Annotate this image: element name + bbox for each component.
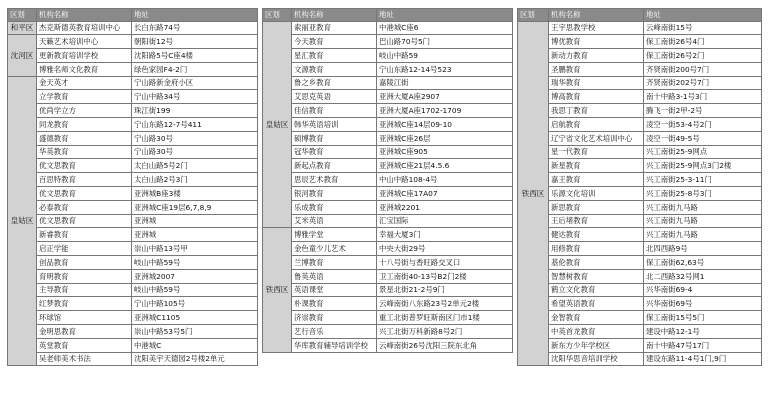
- district-cell: 和平区: [8, 21, 37, 35]
- address-cell: 亚洲城: [132, 228, 258, 242]
- name-cell: 健达教育: [549, 228, 644, 242]
- address-cell: 亚洲城: [132, 214, 258, 228]
- address-cell: 中港城C: [132, 338, 258, 352]
- header-row: [518, 9, 762, 22]
- address-cell: 兴工北街万科新路8号2门: [377, 325, 513, 339]
- name-cell: 立学教育: [37, 90, 132, 104]
- table-row: [8, 228, 258, 242]
- name-cell: 博雅名师文化教育: [37, 62, 132, 76]
- address-cell: 崇山中路13号甲: [132, 242, 258, 256]
- table-row: [518, 62, 762, 76]
- address-cell: 中山中路108-4号: [377, 173, 513, 187]
- name-cell: 艾米英语: [292, 214, 377, 228]
- table-row: [518, 131, 762, 145]
- table-row: [518, 283, 762, 297]
- address-cell: 中央大街29号: [377, 242, 513, 256]
- table-row: [8, 159, 258, 173]
- address-cell: 沈阳美宇天德园2号楼2单元: [132, 352, 258, 366]
- table-row: [263, 187, 513, 201]
- name-header: 机构名称: [37, 9, 132, 22]
- name-cell: 乐源文化培训: [549, 187, 644, 201]
- name-cell: 王后堵教育: [549, 214, 644, 228]
- name-cell: 文源教育: [292, 62, 377, 76]
- table-row: [518, 338, 762, 352]
- address-cell: 嘉陵江街: [377, 76, 513, 90]
- address-cell: 亚洲大厦A座2907: [377, 90, 513, 104]
- table-row: [8, 311, 258, 325]
- name-cell: 新睿教育: [37, 228, 132, 242]
- address-cell: 凌空一街53-4号2门: [644, 118, 762, 132]
- table-row: [263, 90, 513, 104]
- address-cell: 亚洲城C座26层: [377, 131, 513, 145]
- address-cell: 亚洲城2201: [377, 200, 513, 214]
- table-row: [518, 297, 762, 311]
- table-row: [518, 173, 762, 187]
- address-cell: 宁山路30号: [132, 145, 258, 159]
- name-cell: 基伦教育: [549, 256, 644, 270]
- table-row: [8, 200, 258, 214]
- table-row: [518, 90, 762, 104]
- name-cell: 用修教育: [549, 242, 644, 256]
- table-row: [263, 159, 513, 173]
- table-row: [263, 145, 513, 159]
- name-cell: 今天教育: [292, 35, 377, 49]
- name-cell: 主导教育: [37, 283, 132, 297]
- table-row: [518, 214, 762, 228]
- table-row: [8, 242, 258, 256]
- name-cell: 华英教育: [37, 145, 132, 159]
- header-row: [263, 9, 513, 22]
- address-cell: 北二西路32号网1: [644, 269, 762, 283]
- district-cell: 皇姑区: [263, 21, 292, 228]
- table-row: [518, 35, 762, 49]
- table-row: [8, 76, 258, 90]
- address-cell: 景星北街21-2号9门: [377, 283, 513, 297]
- table-row: [263, 76, 513, 90]
- name-cell: 思辰艺术教育: [292, 173, 377, 187]
- name-cell: 育明教育: [37, 269, 132, 283]
- name-cell: 冠华教育: [292, 145, 377, 159]
- district-cell: 铁西区: [518, 21, 549, 366]
- table-row: [8, 118, 258, 132]
- address-cell: 亚洲城2007: [132, 269, 258, 283]
- address-cell: 云峰南街八东路23号2单元2楼: [377, 297, 513, 311]
- address-cell: 兴工南街25-9网点: [644, 145, 762, 159]
- name-cell: 新星教育: [549, 159, 644, 173]
- institution-table-2: [262, 8, 513, 353]
- address-cell: 兴工南街九马路: [644, 214, 762, 228]
- name-cell: 辽宁省文化艺术培训中心: [549, 131, 644, 145]
- name-cell: 星汇教育: [292, 49, 377, 63]
- name-cell: 博雅学堂: [292, 228, 377, 242]
- address-cell: 兴工南街25-8号3门: [644, 187, 762, 201]
- name-cell: 沈阳华思音培训学校: [549, 352, 644, 366]
- table-row: [8, 283, 258, 297]
- name-cell: 优文思教育: [37, 214, 132, 228]
- name-cell: 杰克斯德英教育培训中心: [37, 21, 132, 35]
- address-cell: 亚洲城C座19层6,7,8,9: [132, 200, 258, 214]
- table-row: [263, 228, 513, 242]
- name-cell: 智慧树教育: [549, 269, 644, 283]
- address-cell: 云峰南街26号沈阳三院东北角: [377, 338, 513, 352]
- table-row: [8, 352, 258, 366]
- address-cell: 十八号街与香旺路交叉口: [377, 256, 513, 270]
- table-row: [8, 173, 258, 187]
- address-cell: 齐贤南街202号7门: [644, 76, 762, 90]
- table-row: [8, 325, 258, 339]
- table-row: [263, 62, 513, 76]
- address-cell: 太白山路2号3门: [132, 173, 258, 187]
- table-row: [263, 104, 513, 118]
- address-cell: 长白东路74号: [132, 21, 258, 35]
- name-cell: 新起点教育: [292, 159, 377, 173]
- name-cell: 优文思教育: [37, 159, 132, 173]
- name-cell: 英堂教育: [37, 338, 132, 352]
- name-cell: 瑞华教育: [549, 76, 644, 90]
- name-cell: 启航教育: [549, 118, 644, 132]
- address-cell: 朝阳街12号: [132, 35, 258, 49]
- address-cell: 北四西路9号: [644, 242, 762, 256]
- name-cell: 优文思教育: [37, 187, 132, 201]
- table-row: [263, 283, 513, 297]
- table-row: [263, 311, 513, 325]
- institution-table-3: [517, 8, 762, 366]
- address-cell: 建设东路11-4号1门,9门: [644, 352, 762, 366]
- district-cell: 铁西区: [263, 228, 292, 352]
- name-cell: 新动力教育: [549, 49, 644, 63]
- table-row: [518, 352, 762, 366]
- table-row: [518, 76, 762, 90]
- table-row: [263, 269, 513, 283]
- name-header: 机构名称: [292, 9, 377, 22]
- name-cell: 天籁艺术培训中心: [37, 35, 132, 49]
- table-row: [263, 214, 513, 228]
- address-cell: 兴工南街25-9网点3门2楼: [644, 159, 762, 173]
- address-cell: 亚洲城C座14层09-10: [377, 118, 513, 132]
- address-cell: 宁山中路34号: [132, 90, 258, 104]
- address-cell: 齐贤南街200号7门: [644, 62, 762, 76]
- address-cell: 保工南街26号4门: [644, 35, 762, 49]
- address-cell: 亚洲城C座17A07: [377, 187, 513, 201]
- name-cell: 嘉王教育: [549, 173, 644, 187]
- address-cell: 南十中路47号17门: [644, 338, 762, 352]
- address-cell: 兴工南街九马路: [644, 200, 762, 214]
- address-cell: 腾飞一街2甲-2号: [644, 104, 762, 118]
- table-row: [518, 159, 762, 173]
- name-cell: 硕博教育: [292, 131, 377, 145]
- name-cell: 韩华英语培训: [292, 118, 377, 132]
- name-cell: 新东方少年学校区: [549, 338, 644, 352]
- name-cell: 星一代教育: [549, 145, 644, 159]
- name-cell: 博高教育: [549, 90, 644, 104]
- name-cell: 圣鹏教育: [549, 62, 644, 76]
- name-cell: 鲁之乡教育: [292, 76, 377, 90]
- district-header: 区划: [8, 9, 37, 22]
- table-row: [518, 49, 762, 63]
- address-cell: 亚洲城C1105: [132, 311, 258, 325]
- address-cell: 宁山中路105号: [132, 297, 258, 311]
- name-cell: 佳信教育: [292, 104, 377, 118]
- address-cell: 崇山中路53号5门: [132, 325, 258, 339]
- name-cell: 吴老师美术书法: [37, 352, 132, 366]
- name-cell: 中英首龙教育: [549, 325, 644, 339]
- address-cell: 宁山路30号: [132, 131, 258, 145]
- name-cell: 环球馆: [37, 311, 132, 325]
- name-cell: 索丽亚教育: [292, 21, 377, 35]
- table-row: [263, 118, 513, 132]
- address-cell: 亚洲城B座3楼: [132, 187, 258, 201]
- table-row: [8, 62, 258, 76]
- address-cell: 兴工南街九马路: [644, 228, 762, 242]
- table-row: [8, 21, 258, 35]
- address-cell: 凌空一街49-5号: [644, 131, 762, 145]
- name-cell: 金色童少儿艺术: [292, 242, 377, 256]
- table-row: [518, 187, 762, 201]
- district-header: 区划: [518, 9, 549, 22]
- name-cell: 银河教育: [292, 187, 377, 201]
- name-cell: 新思教育: [549, 200, 644, 214]
- name-cell: 盛德教育: [37, 131, 132, 145]
- district-header: 区划: [263, 9, 292, 22]
- name-cell: 我思丁教育: [549, 104, 644, 118]
- table-row: [263, 35, 513, 49]
- table-row: [8, 35, 258, 49]
- address-cell: 汇宝国际: [377, 214, 513, 228]
- name-cell: 鲁英英语: [292, 269, 377, 283]
- name-cell: 兰博教育: [292, 256, 377, 270]
- address-header: 地址: [377, 9, 513, 22]
- table-row: [518, 200, 762, 214]
- table-row: [518, 228, 762, 242]
- address-cell: 亚洲城C座905: [377, 145, 513, 159]
- table-row: [263, 256, 513, 270]
- address-cell: 岐山中路59号: [132, 256, 258, 270]
- address-cell: 卫工南街40-13号B2门2楼: [377, 269, 513, 283]
- table-row: [263, 173, 513, 187]
- table-row: [8, 269, 258, 283]
- name-cell: 必泰教育: [37, 200, 132, 214]
- address-cell: 云峰南街15号: [644, 21, 762, 35]
- address-cell: 兴工南街25-3-11门: [644, 173, 762, 187]
- address-cell: 岐山中路59号: [132, 283, 258, 297]
- district-cell: 沈河区: [8, 35, 37, 76]
- table-row: [8, 297, 258, 311]
- name-cell: 红梦教育: [37, 297, 132, 311]
- address-header: 地址: [644, 9, 762, 22]
- address-cell: 太白山路5号2门: [132, 159, 258, 173]
- table-row: [8, 131, 258, 145]
- address-cell: 建设中路12-1号: [644, 325, 762, 339]
- header-row: [8, 9, 258, 22]
- address-header: 地址: [132, 9, 258, 22]
- address-cell: 保工南街26号2门: [644, 49, 762, 63]
- name-cell: 金明思教育: [37, 325, 132, 339]
- name-cell: 济崇教育: [292, 311, 377, 325]
- address-cell: 保工南街62,63号: [644, 256, 762, 270]
- address-cell: 兴华南街69-4: [644, 283, 762, 297]
- table-row: [518, 118, 762, 132]
- table-row: [8, 104, 258, 118]
- table-row: [263, 21, 513, 35]
- address-cell: 幸福大厦3门: [377, 228, 513, 242]
- name-cell: 王宇思教学校: [549, 21, 644, 35]
- name-header: 机构名称: [549, 9, 644, 22]
- name-cell: 艾思克英语: [292, 90, 377, 104]
- table-row: [263, 297, 513, 311]
- table-row: [8, 90, 258, 104]
- table-row: [8, 187, 258, 201]
- address-cell: 宁山东路12-7号411: [132, 118, 258, 132]
- address-cell: 巴山路70号5门: [377, 35, 513, 49]
- table-row: [8, 49, 258, 63]
- address-cell: 绿色家园F4-2门: [132, 62, 258, 76]
- table-row: [8, 145, 258, 159]
- institution-table-1: [7, 8, 258, 366]
- table-row: [518, 104, 762, 118]
- name-cell: 更新教育培训学校: [37, 49, 132, 63]
- name-cell: 希望英语教育: [549, 297, 644, 311]
- table-row: [263, 200, 513, 214]
- address-cell: 宁山东路12-14号523: [377, 62, 513, 76]
- name-cell: 乐成教育: [292, 200, 377, 214]
- address-cell: 保工南街15号5门: [644, 311, 762, 325]
- table-row: [8, 214, 258, 228]
- name-cell: 博优教育: [549, 35, 644, 49]
- table-row: [263, 242, 513, 256]
- name-cell: 英语课堂: [292, 283, 377, 297]
- address-cell: 亚洲城C座21层4.5.6: [377, 159, 513, 173]
- name-cell: 艺行音乐: [292, 325, 377, 339]
- name-cell: 华库教育辅导培训学校: [292, 338, 377, 352]
- district-cell: 皇姑区: [8, 76, 37, 366]
- table-row: [263, 338, 513, 352]
- table-row: [518, 21, 762, 35]
- address-cell: 岐山中路59: [377, 49, 513, 63]
- address-cell: 亚洲大厦A座1702-1709: [377, 104, 513, 118]
- name-cell: 百思特教育: [37, 173, 132, 187]
- name-cell: 金智教育: [549, 311, 644, 325]
- table-row: [8, 338, 258, 352]
- address-cell: 宁山路新金府小区: [132, 76, 258, 90]
- table-row: [263, 325, 513, 339]
- table-row: [518, 256, 762, 270]
- name-cell: 朴课教育: [292, 297, 377, 311]
- address-cell: 兴华南街69号: [644, 297, 762, 311]
- name-cell: 鹤立文化教育: [549, 283, 644, 297]
- name-cell: 启正学能: [37, 242, 132, 256]
- table-row: [518, 269, 762, 283]
- address-cell: 沈阳路5号C座4楼: [132, 49, 258, 63]
- table-row: [263, 49, 513, 63]
- name-cell: 优尚学立方: [37, 104, 132, 118]
- table-row: [8, 256, 258, 270]
- address-cell: 南十中路3-1号3门: [644, 90, 762, 104]
- address-cell: 珠江街199: [132, 104, 258, 118]
- name-cell: 同龙教育: [37, 118, 132, 132]
- table-row: [263, 131, 513, 145]
- table-row: [518, 325, 762, 339]
- name-cell: 金天英才: [37, 76, 132, 90]
- address-cell: 重工北街普罗旺斯南区门市1楼: [377, 311, 513, 325]
- table-row: [518, 145, 762, 159]
- table-row: [518, 311, 762, 325]
- table-row: [518, 242, 762, 256]
- address-cell: 中港城C座6: [377, 21, 513, 35]
- name-cell: 创品教育: [37, 256, 132, 270]
